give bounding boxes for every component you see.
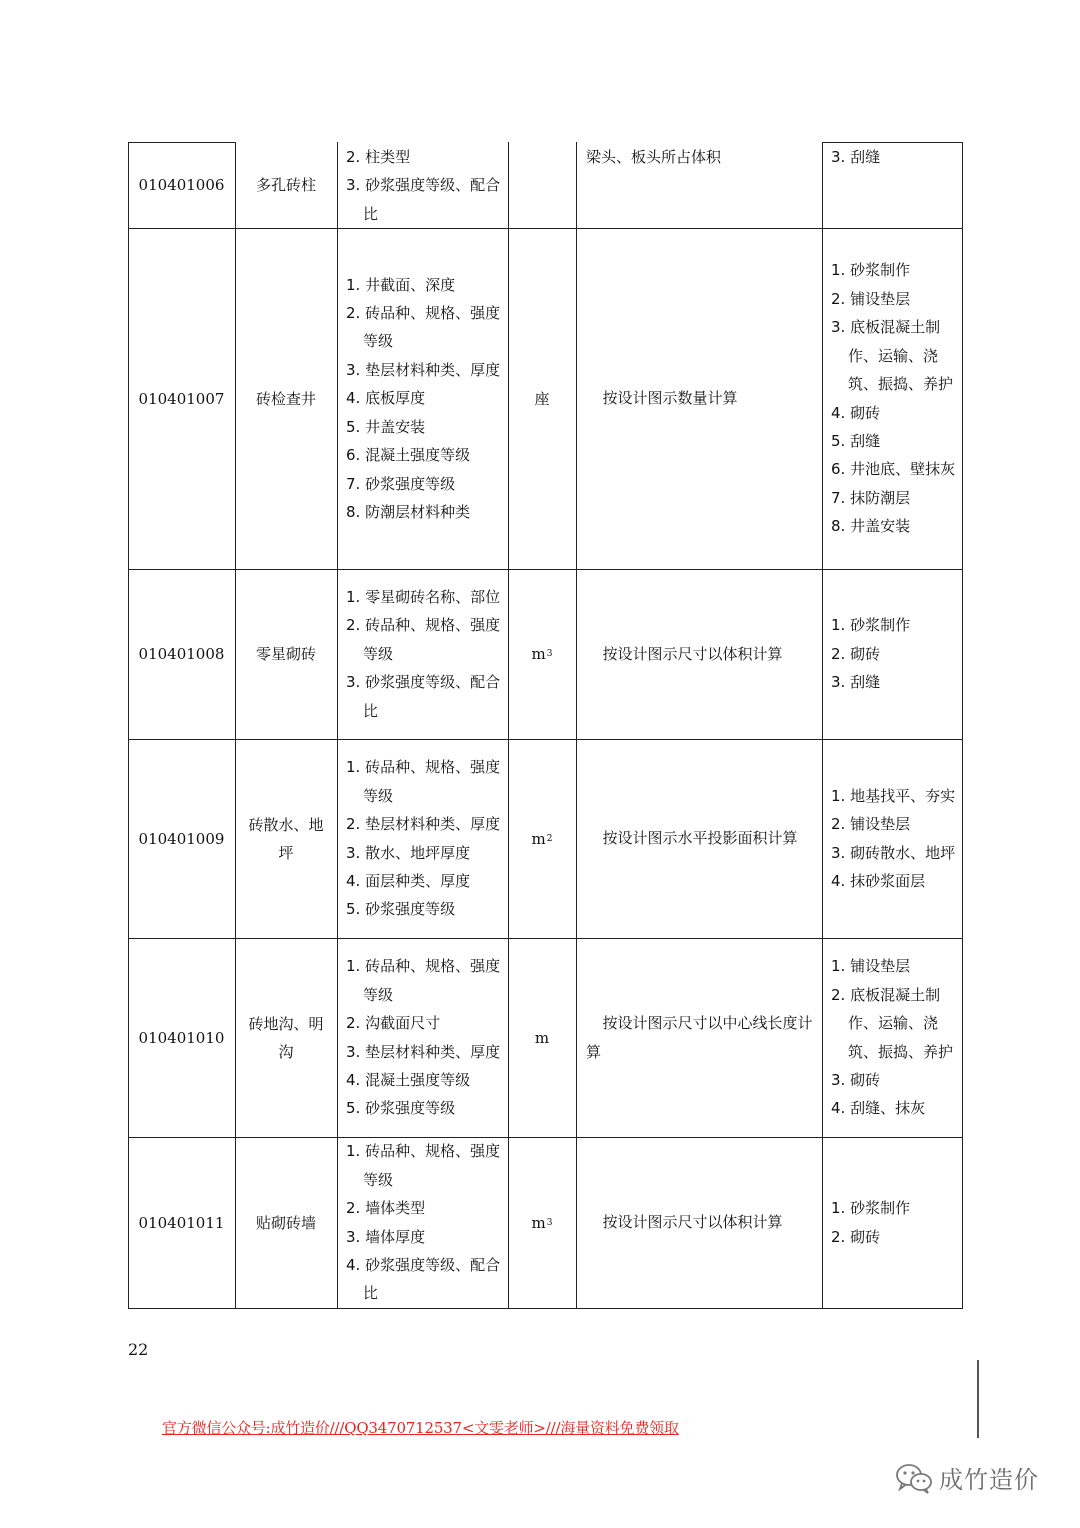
- item-unit: [508, 739, 576, 938]
- table-column-rule: [235, 142, 236, 1309]
- footer-promo-link[interactable]: 官方微信公众号:成竹造价///QQ3470712537<文雯老师>///海量资料免费领取: [162, 1419, 679, 1437]
- feature-item: 7. 砂浆强度等级: [346, 474, 456, 493]
- item-name: 贴砌砖墙: [255, 1213, 316, 1232]
- item-code: 010401007: [138, 389, 225, 408]
- feature-item: 1. 零星砌砖名称、部位: [346, 587, 501, 606]
- item-code: 010401010: [138, 1028, 225, 1047]
- work-item: 2. 铺设垫层: [831, 289, 911, 308]
- feature-item: 2. 柱类型: [346, 148, 411, 166]
- work-item: 4. 砌砖: [831, 403, 881, 422]
- item-calc-rule: [586, 1137, 816, 1308]
- calc-rule-text: 按设计图示数量计算: [602, 389, 738, 408]
- watermark-text: 成竹造价: [939, 1466, 1039, 1494]
- item-name: 砖散水、地坪: [248, 815, 324, 862]
- feature-item: 3. 垫层材料种类、厚度: [346, 1042, 501, 1061]
- work-item: 1. 铺设垫层: [831, 957, 911, 976]
- item-calc-rule: [586, 142, 816, 229]
- item-code: 010401006: [138, 176, 225, 194]
- work-item: 2. 砌砖: [831, 1227, 881, 1246]
- work-item: 2. 砌砖: [831, 644, 881, 663]
- feature-item: 1. 砖品种、规格、强度等级: [346, 1142, 501, 1189]
- unit-text: m: [531, 1213, 546, 1232]
- item-work-content: [831, 1137, 957, 1308]
- feature-item: 4. 混凝土强度等级: [346, 1070, 471, 1089]
- feature-item: 6. 混凝土强度等级: [346, 446, 471, 465]
- work-item: 3. 刮缝: [831, 673, 881, 692]
- calc-rule-text: 梁头、板头所占体积: [586, 148, 722, 166]
- item-features: [346, 569, 503, 739]
- item-work-content: [831, 938, 957, 1137]
- feature-item: 4. 面层种类、厚度: [346, 871, 471, 890]
- watermark: [895, 1460, 1039, 1495]
- calc-rule-text: 按设计图示尺寸以体积计算: [602, 644, 783, 663]
- calc-rule-text: 按设计图示水平投影面积计算: [602, 829, 798, 848]
- item-features: [346, 1137, 503, 1308]
- item-calc-rule: [586, 228, 816, 569]
- table-column-rule: [822, 142, 823, 1309]
- feature-item: 3. 砂浆强度等级、配合比: [346, 673, 501, 720]
- feature-item: 3. 垫层材料种类、厚度: [346, 360, 501, 379]
- feature-item: 3. 砂浆强度等级、配合比: [346, 176, 501, 223]
- unit-text: 座: [534, 389, 550, 408]
- unit-exponent: 3: [546, 649, 553, 659]
- item-name: 多孔砖柱: [255, 176, 316, 194]
- item-unit: [508, 569, 576, 739]
- work-item: 2. 铺设垫层: [831, 815, 911, 834]
- margin-divider: [977, 1360, 979, 1438]
- item-work-content: [831, 569, 957, 739]
- item-unit: [508, 228, 576, 569]
- unit-exponent: 2: [546, 833, 553, 844]
- feature-item: 1. 砖品种、规格、强度等级: [346, 957, 501, 1004]
- item-features: [346, 142, 503, 229]
- work-item: 3. 砌砖: [831, 1070, 881, 1089]
- feature-item: 2. 沟截面尺寸: [346, 1014, 441, 1033]
- feature-item: 5. 砂浆强度等级: [346, 900, 456, 919]
- wechat-icon: [895, 1462, 933, 1494]
- table-row-rule: [128, 1308, 963, 1309]
- feature-item: 2. 垫层材料种类、厚度: [346, 815, 501, 834]
- item-code: 010401009: [138, 829, 225, 848]
- feature-item: 5. 砂浆强度等级: [346, 1099, 456, 1118]
- calc-rule-text: 按设计图示尺寸以体积计算: [602, 1213, 783, 1232]
- feature-item: 2. 砖品种、规格、强度等级: [346, 616, 501, 663]
- work-item: 1. 地基找平、夯实: [831, 786, 956, 805]
- page-number: 22: [128, 1340, 149, 1359]
- calc-rule-text: 按设计图示尺寸以中心线长度计算: [586, 1014, 813, 1061]
- item-features: [346, 228, 503, 569]
- item-features: [346, 938, 503, 1137]
- unit-text: m: [531, 645, 546, 663]
- feature-item: 5. 井盖安装: [346, 417, 426, 436]
- work-item: 4. 抹砂浆面层: [831, 871, 926, 890]
- feature-item: 1. 砖品种、规格、强度等级: [346, 758, 501, 805]
- item-unit: [508, 938, 576, 1137]
- work-item: 2. 底板混凝土制作、运输、浇筑、振捣、养护: [831, 985, 954, 1061]
- work-item: 3. 底板混凝土制作、运输、浇筑、振捣、养护: [831, 318, 954, 394]
- work-item: 5. 刮缝: [831, 431, 881, 450]
- unit-text: m: [534, 1028, 550, 1047]
- work-item: 4. 刮缝、抹灰: [831, 1099, 926, 1118]
- unit-exponent: 3: [546, 1217, 553, 1228]
- feature-item: 4. 砂浆强度等级、配合比: [346, 1255, 501, 1303]
- table-column-rule: [337, 142, 338, 1309]
- work-item: 3. 刮缝: [831, 148, 881, 166]
- work-item: 1. 砂浆制作: [831, 616, 911, 635]
- work-item: 1. 砂浆制作: [831, 1199, 911, 1218]
- work-item: 8. 井盖安装: [831, 517, 911, 536]
- feature-item: 4. 底板厚度: [346, 389, 426, 408]
- work-item: 3. 砌砖散水、地坪: [831, 843, 956, 862]
- item-calc-rule: [586, 938, 816, 1137]
- work-item: 1. 砂浆制作: [831, 261, 911, 280]
- item-features: [346, 739, 503, 938]
- feature-item: 1. 井截面、深度: [346, 275, 456, 294]
- item-work-content: [831, 739, 957, 938]
- feature-item: 3. 墙体厚度: [346, 1227, 426, 1246]
- item-work-content: [831, 228, 957, 569]
- unit-text: m: [531, 829, 546, 848]
- item-work-content: [831, 142, 957, 229]
- work-item: 7. 抹防潮层: [831, 488, 911, 507]
- feature-item: 3. 散水、地坪厚度: [346, 843, 471, 862]
- item-calc-rule: [586, 569, 816, 739]
- item-unit: [508, 1137, 576, 1308]
- item-name: 砖检查井: [255, 389, 316, 408]
- feature-item: 8. 防潮层材料种类: [346, 502, 471, 521]
- item-calc-rule: [586, 739, 816, 938]
- work-item: 6. 井池底、壁抹灰: [831, 460, 956, 479]
- item-name: 砖地沟、明沟: [248, 1014, 324, 1061]
- item-name: 零星砌砖: [255, 645, 316, 663]
- item-unit: [508, 142, 576, 228]
- item-code: 010401011: [138, 1213, 225, 1232]
- feature-item: 2. 砖品种、规格、强度等级: [346, 304, 501, 351]
- table-column-rule: [576, 142, 577, 1309]
- feature-item: 2. 墙体类型: [346, 1199, 426, 1218]
- table-column-rule: [962, 142, 963, 1309]
- item-code: 010401008: [138, 645, 225, 663]
